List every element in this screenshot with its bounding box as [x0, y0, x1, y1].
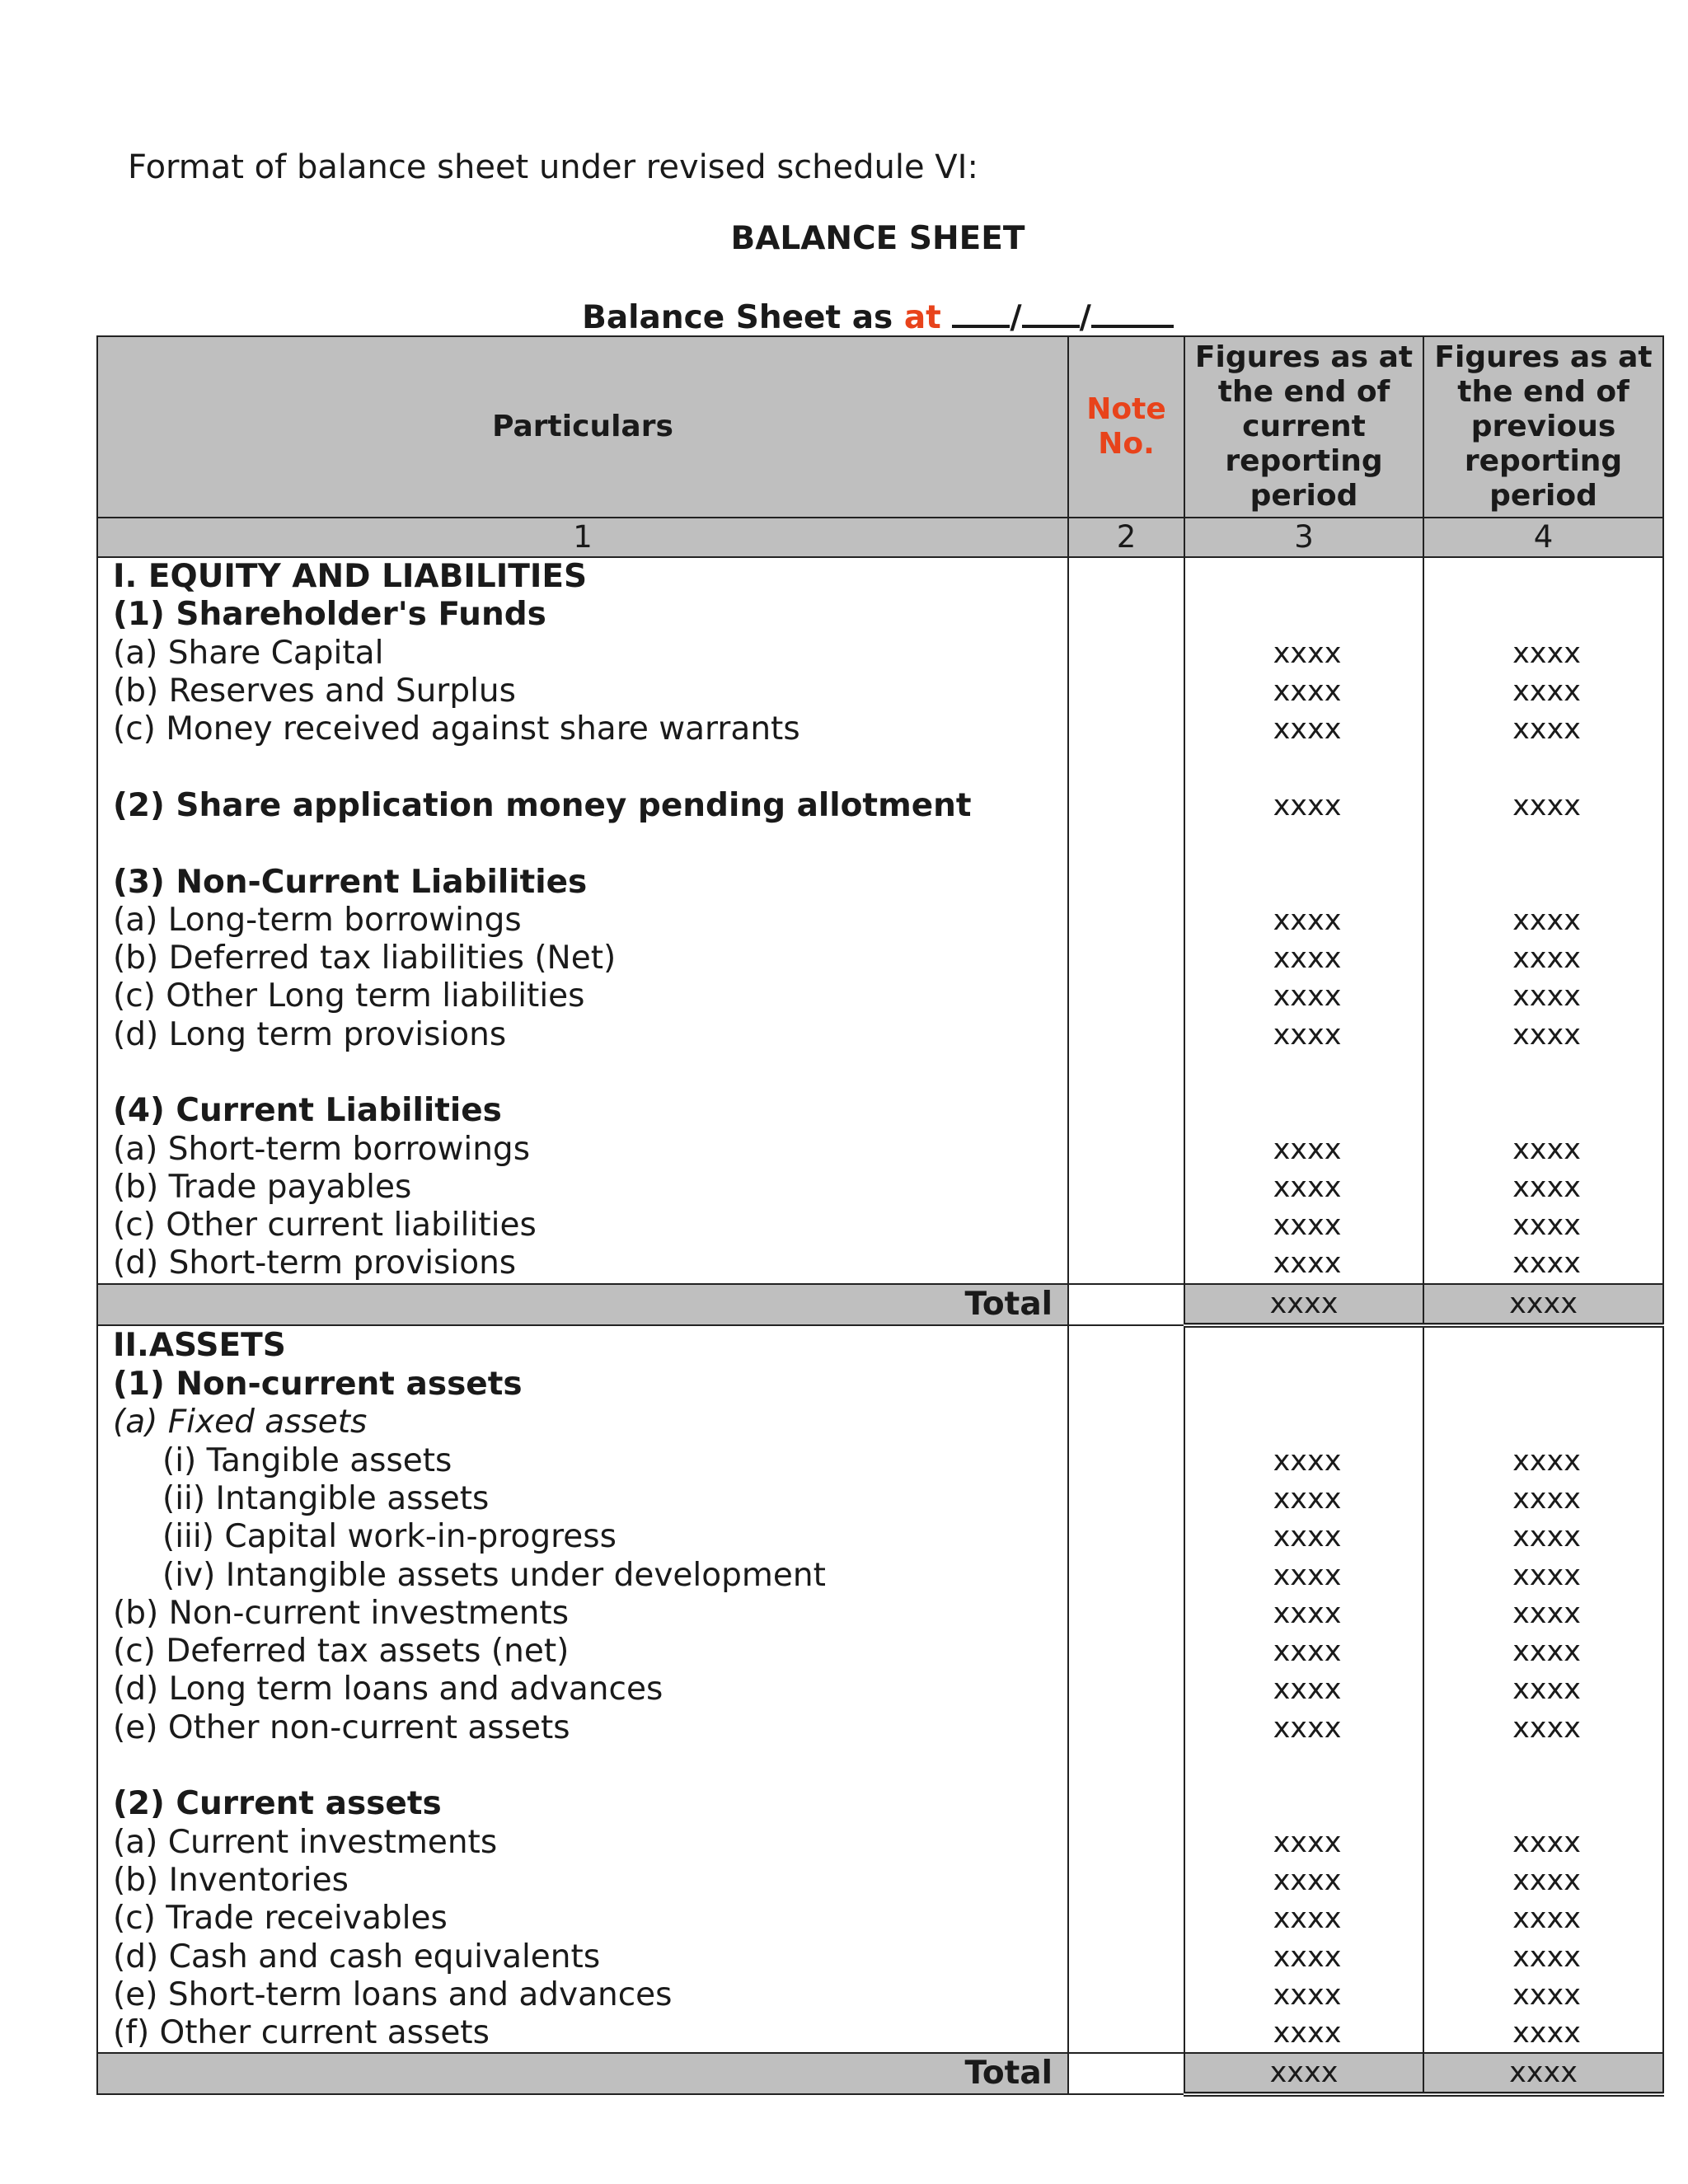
previous-period-value: xxxx [1423, 1556, 1663, 1594]
previous-period-total: xxxx [1423, 1284, 1663, 1325]
table-row [97, 1244, 1663, 1283]
line-item-label: (b) Trade payables [97, 1169, 1068, 1207]
line-item-label: (e) Other non-current assets [97, 1709, 1068, 1747]
header-previous-line: previous [1470, 410, 1616, 443]
previous-period-value: xxxx [1423, 1671, 1663, 1708]
table-row [97, 2014, 1663, 2053]
subheading-share-application-money: (2) Share application money pending allotment [97, 787, 1068, 825]
current-period-value: xxxx [1184, 787, 1423, 825]
table-row [97, 1169, 1663, 1207]
table-row [97, 1976, 1663, 2014]
table-row [97, 1633, 1663, 1671]
current-period-value: xxxx [1184, 1442, 1423, 1480]
line-item-label: (a) Share Capital [97, 635, 1068, 673]
current-period-total: xxxx [1184, 2053, 1423, 2094]
current-period-value: xxxx [1184, 1862, 1423, 1900]
subheading-current-assets: (2) Current assets [97, 1785, 1068, 1823]
header-current-period [1184, 336, 1423, 518]
line-item-label: (i) Tangible assets [97, 1442, 1068, 1480]
column-number: 2 [1068, 518, 1184, 557]
current-period-value: xxxx [1184, 2014, 1423, 2053]
line-item-label: (e) Short-term loans and advances [97, 1976, 1068, 2014]
subheading-shareholders-funds: (1) Shareholder's Funds [97, 596, 1068, 634]
total-row-assets [97, 2053, 1663, 2094]
current-period-value: xxxx [1184, 1556, 1423, 1594]
header-current-line: Figures as at [1194, 340, 1414, 374]
table-row [97, 940, 1663, 977]
previous-period-value: xxxx [1423, 1207, 1663, 1244]
line-item-label: (iii) Capital work-in-progress [97, 1518, 1068, 1556]
current-period-value: xxxx [1184, 977, 1423, 1015]
current-period-value: xxxx [1184, 710, 1423, 748]
previous-period-value: xxxx [1423, 1900, 1663, 1938]
total-row-liabilities [97, 1284, 1663, 1325]
line-item-label: (a) Short-term borrowings [97, 1130, 1068, 1168]
total-label: Total [97, 1284, 1068, 1325]
section-heading-assets: II.ASSETS [97, 1325, 1068, 1366]
column-number: 4 [1423, 518, 1663, 557]
previous-period-value: xxxx [1423, 1595, 1663, 1633]
total-note-cell [1068, 2053, 1184, 2094]
previous-period-value: xxxx [1423, 1633, 1663, 1671]
previous-period-value: xxxx [1423, 1442, 1663, 1480]
table-row [97, 1824, 1663, 1862]
line-item-label: (a) Long-term borrowings [97, 902, 1068, 940]
header-current-line: current [1242, 410, 1366, 443]
previous-period-value: xxxx [1423, 1169, 1663, 1207]
balance-sheet-date-line [0, 295, 1688, 339]
table-row [97, 977, 1663, 1015]
line-item-label: (d) Cash and cash equivalents [97, 1938, 1068, 1975]
current-period-value: xxxx [1184, 1518, 1423, 1556]
previous-period-total: xxxx [1423, 2053, 1663, 2094]
current-period-value: xxxx [1184, 1900, 1423, 1938]
column-number: 3 [1184, 518, 1423, 557]
table-row [97, 673, 1663, 710]
line-item-label: (d) Short-term provisions [97, 1244, 1068, 1283]
subsection-heading-row [97, 1404, 1663, 1441]
line-item-label: (c) Deferred tax assets (net) [97, 1633, 1068, 1671]
previous-period-value: xxxx [1423, 673, 1663, 710]
subsection-heading-row [97, 1785, 1663, 1823]
table-row [97, 1862, 1663, 1900]
table-row [97, 1130, 1663, 1168]
line-item-label: (iv) Intangible assets under development [97, 1556, 1068, 1594]
previous-period-value: xxxx [1423, 2014, 1663, 2053]
date-separator: / [1010, 299, 1022, 336]
line-item-label: (c) Trade receivables [97, 1900, 1068, 1938]
current-period-value: xxxx [1184, 1938, 1423, 1975]
previous-period-value: xxxx [1423, 787, 1663, 825]
header-previous-line: reporting [1464, 444, 1623, 478]
date-blank-year[interactable] [1091, 295, 1174, 328]
line-item-label: (c) Other current liabilities [97, 1207, 1068, 1244]
spacer-row [97, 1747, 1663, 1785]
subheading-fixed-assets: (a) Fixed assets [97, 1404, 1068, 1441]
line-item-label: (f) Other current assets [97, 2014, 1068, 2053]
previous-period-value: xxxx [1423, 1938, 1663, 1975]
spacer-row [97, 1054, 1663, 1092]
line-item-label: (c) Other Long term liabilities [97, 977, 1068, 1015]
balance-sheet-table [96, 335, 1664, 2097]
header-previous-period [1423, 336, 1663, 518]
table-row [97, 1556, 1663, 1594]
column-number: 1 [97, 518, 1068, 557]
subheading-non-current-assets: (1) Non-current assets [97, 1366, 1068, 1404]
previous-period-value: xxxx [1423, 1824, 1663, 1862]
header-row [97, 336, 1663, 518]
previous-period-value: xxxx [1423, 1244, 1663, 1283]
section-heading-row [97, 557, 1663, 596]
table-row [97, 787, 1663, 825]
current-period-value: xxxx [1184, 1976, 1423, 2014]
current-period-value: xxxx [1184, 1244, 1423, 1283]
date-separator: / [1079, 299, 1091, 336]
subheading-non-current-liabilities: (3) Non-Current Liabilities [97, 863, 1068, 901]
previous-period-value: xxxx [1423, 1518, 1663, 1556]
current-period-value: xxxx [1184, 1207, 1423, 1244]
table-row [97, 710, 1663, 748]
table-row [97, 1938, 1663, 1975]
table-row [97, 1709, 1663, 1747]
current-period-value: xxxx [1184, 902, 1423, 940]
header-note-no [1068, 336, 1184, 518]
total-note-cell [1068, 1284, 1184, 1325]
previous-period-value: xxxx [1423, 710, 1663, 748]
subsection-heading-row [97, 1092, 1663, 1130]
current-period-total: xxxx [1184, 1284, 1423, 1325]
previous-period-value: xxxx [1423, 1480, 1663, 1518]
previous-period-value: xxxx [1423, 1862, 1663, 1900]
table-row [97, 1518, 1663, 1556]
previous-period-value: xxxx [1423, 1130, 1663, 1168]
spacer-row [97, 825, 1663, 863]
table-row [97, 1900, 1663, 1938]
previous-period-value: xxxx [1423, 635, 1663, 673]
header-previous-line: the end of [1457, 375, 1629, 409]
document-title: BALANCE SHEET [730, 220, 1025, 257]
table-row [97, 1442, 1663, 1480]
column-number-row [97, 518, 1663, 557]
line-item-label: (b) Reserves and Surplus [97, 673, 1068, 710]
table-row [97, 902, 1663, 940]
date-prefix: Balance Sheet as [582, 299, 893, 336]
current-period-value: xxxx [1184, 1130, 1423, 1168]
header-previous-line: Figures as at [1434, 340, 1653, 374]
previous-period-value: xxxx [1423, 1709, 1663, 1747]
date-blank-day[interactable] [952, 295, 1010, 328]
current-period-value: xxxx [1184, 1671, 1423, 1708]
current-period-value: xxxx [1184, 673, 1423, 710]
line-item-label: (c) Money received against share warrants [97, 710, 1068, 748]
date-accent-word: at [903, 299, 941, 336]
header-current-line: the end of [1217, 375, 1390, 409]
header-note-line: No. [1098, 427, 1155, 461]
table-row [97, 1480, 1663, 1518]
line-item-label: (b) Non-current investments [97, 1595, 1068, 1633]
current-period-value: xxxx [1184, 1595, 1423, 1633]
line-item-label: (d) Long term provisions [97, 1016, 1068, 1054]
table-row [97, 1016, 1663, 1054]
previous-period-value: xxxx [1423, 1976, 1663, 2014]
current-period-value: xxxx [1184, 1824, 1423, 1862]
table-row [97, 1595, 1663, 1633]
previous-period-value: xxxx [1423, 1016, 1663, 1054]
date-blank-month[interactable] [1022, 295, 1080, 328]
header-previous-line: period [1489, 479, 1597, 513]
current-period-value: xxxx [1184, 1016, 1423, 1054]
table-row [97, 635, 1663, 673]
spacer-row [97, 748, 1663, 786]
previous-period-value: xxxx [1423, 940, 1663, 977]
previous-period-value: xxxx [1423, 902, 1663, 940]
table-row [97, 1671, 1663, 1708]
subheading-current-liabilities: (4) Current Liabilities [97, 1092, 1068, 1130]
table-row [97, 1207, 1663, 1244]
section-heading-equity: I. EQUITY AND LIABILITIES [97, 557, 1068, 596]
header-particulars: Particulars [97, 336, 1068, 518]
header-note-line: Note [1086, 392, 1166, 426]
intro-text: Format of balance sheet under revised schedule VI: [128, 148, 978, 186]
current-period-value: xxxx [1184, 635, 1423, 673]
current-period-value: xxxx [1184, 1633, 1423, 1671]
line-item-label: (b) Inventories [97, 1862, 1068, 1900]
header-current-line: reporting [1225, 444, 1383, 478]
current-period-value: xxxx [1184, 940, 1423, 977]
header-current-line: period [1250, 479, 1358, 513]
line-item-label: (ii) Intangible assets [97, 1480, 1068, 1518]
total-label: Total [97, 2053, 1068, 2094]
current-period-value: xxxx [1184, 1709, 1423, 1747]
line-item-label: (b) Deferred tax liabilities (Net) [97, 940, 1068, 977]
previous-period-value: xxxx [1423, 977, 1663, 1015]
subsection-heading-row [97, 1366, 1663, 1404]
line-item-label: (a) Current investments [97, 1824, 1068, 1862]
subsection-heading-row [97, 596, 1663, 634]
current-period-value: xxxx [1184, 1169, 1423, 1207]
line-item-label: (d) Long term loans and advances [97, 1671, 1068, 1708]
current-period-value: xxxx [1184, 1480, 1423, 1518]
section-heading-row [97, 1325, 1663, 1366]
subsection-heading-row [97, 863, 1663, 901]
